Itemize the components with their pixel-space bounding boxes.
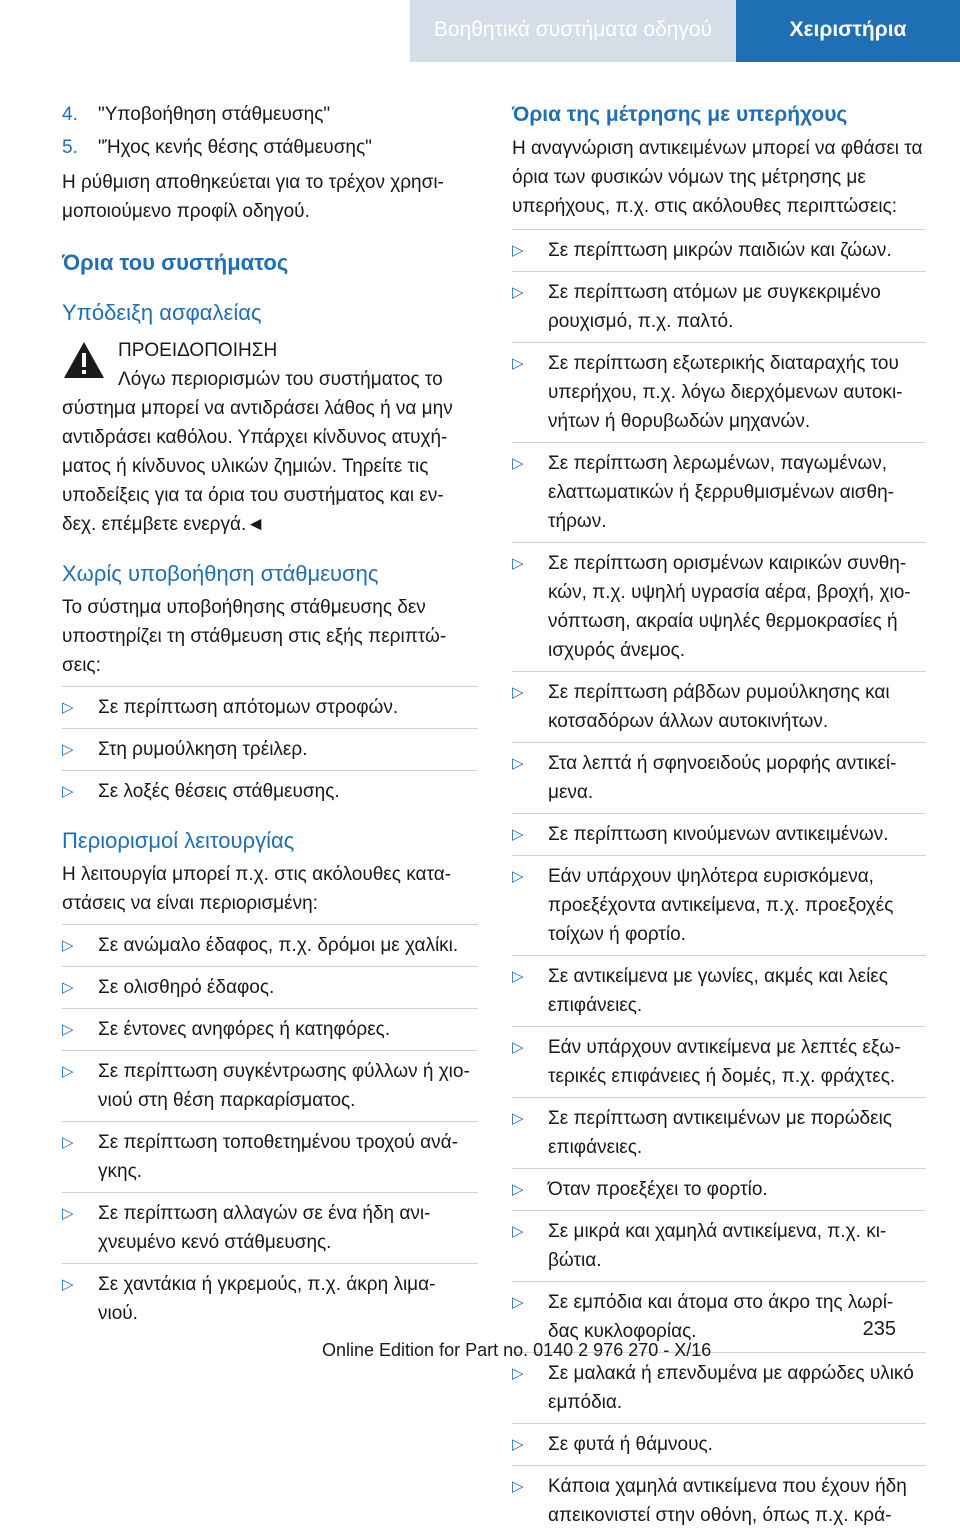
intro-paragraph: Η ρύθμιση αποθηκεύεται για το τρέχον χρησι- μοποιούμενο προφίλ οδηγού. [62, 172, 444, 222]
chapter-tab: Χειριστήρια [736, 0, 960, 62]
list-item-text: Σε περίπτωση αλλαγών σε ένα ήδη ανι- χνευμένο κενό στάθμευσης. [98, 1203, 431, 1253]
bullet-triangle-icon: ▷ [62, 699, 74, 716]
list-item-text: Σε περίπτωση λερωμένων, παγωμένων, ελαττωματικών ή ξερρυθμισμένων αισθη- τήρων. [548, 453, 894, 532]
left-column [62, 100, 478, 1334]
list-item-text: Σε περίπτωση μικρών παιδιών και ζώων. [548, 240, 892, 261]
list-item [62, 770, 478, 812]
list-item [512, 1210, 926, 1281]
list-item [512, 813, 926, 855]
list-item-text: Σε ολισθηρό έδαφος. [98, 977, 275, 998]
list-item-text: Σε περίπτωση κινούμενων αντικειμένων. [548, 824, 889, 845]
list-item-text: Σε αντικείμενα με γωνίες, ακμές και λείες επιφάνειες. [548, 966, 888, 1016]
warning-title: ΠΡΟΕΙΔΟΠΟΙΗΣΗ [118, 340, 278, 361]
heading-without-assist: Χωρίς υποβοήθηση στάθμευσης [62, 561, 379, 586]
bullet-triangle-icon: ▷ [512, 284, 524, 301]
list-item-text: Σε φυτά ή θάμνους. [548, 1434, 713, 1455]
bullet-triangle-icon: ▷ [512, 868, 524, 885]
list-item-text: Σε περίπτωση ράβδων ρυμούλκησης και κοτσαδόρων άλλων αυτοκινήτων. [548, 682, 890, 732]
bullet-triangle-icon: ▷ [62, 1021, 74, 1038]
bullet-triangle-icon: ▷ [62, 1134, 74, 1151]
list-item [512, 1097, 926, 1168]
list-item [62, 966, 478, 1008]
list-item-text: Σε μαλακά ή επενδυμένα με αφρώδες υλικό εμπόδια. [548, 1363, 914, 1413]
list-item-text: Σε περίπτωση ορισμένων καιρικών συνθη- κών, π.χ. υψηλή υγρασία αέρα, βροχή, χιο- νόπτωση, ακραία υψηλές θερμοκρασίες ή ισχυρός άνεμος. [548, 553, 911, 661]
list-item-text: Στα λεπτά ή σφηνοειδούς μορφής αντικεί- μενα. [548, 753, 897, 803]
list-item [62, 924, 478, 966]
list-item-text: Σε έντονες ανηφόρες ή κατηφόρες. [98, 1019, 391, 1040]
list-item [512, 442, 926, 542]
item-text: "Υποβοήθηση στάθμευσης" [98, 104, 331, 125]
list-item [512, 342, 926, 442]
bullet-triangle-icon: ▷ [62, 979, 74, 996]
bullet-triangle-icon: ▷ [512, 968, 524, 985]
list-item-text: Εάν υπάρχουν αντικείμενα με λεπτές εξω- τερικές επιφάνειες ή δομές, π.χ. φράχτες. [548, 1037, 901, 1087]
item-number: 5. [62, 137, 78, 158]
item-text: "Ήχος κενής θέσης στάθμευσης" [98, 137, 372, 158]
list-item [512, 229, 926, 271]
bullet-triangle-icon: ▷ [512, 1181, 524, 1198]
function-paragraph: Η λειτουργία μπορεί π.χ. στις ακόλουθες κατα- στάσεις να είναι περιορισμένη: [62, 864, 452, 914]
heading-ultrasonic-limits: Όρια της μέτρησης με υπερήχους [512, 103, 848, 126]
list-item [512, 1168, 926, 1210]
list-item [512, 1026, 926, 1097]
list-item [62, 1050, 478, 1121]
heading-function-limits: Περιορισμοί λειτουργίας [62, 828, 295, 853]
bullet-triangle-icon: ▷ [512, 1110, 524, 1127]
heading-system-limits: Όρια του συστήματος [62, 250, 289, 275]
bullet-triangle-icon: ▷ [62, 783, 74, 800]
list-item [62, 728, 478, 770]
list-item-text: Στη ρυμούλκηση τρέιλερ. [98, 739, 308, 760]
without-paragraph: Το σύστημα υποβοήθησης στάθμευσης δεν υποστηρίζει τη στάθμευση στις εξής περιπτώ- σεις: [62, 597, 447, 676]
bullet-triangle-icon: ▷ [512, 355, 524, 372]
bullet-triangle-icon: ▷ [62, 1205, 74, 1222]
page-header [0, 0, 960, 62]
list-item [512, 742, 926, 813]
list-item [512, 671, 926, 742]
bullet-triangle-icon: ▷ [512, 1436, 524, 1453]
list-item-text: Σε χαντάκια ή γκρεμούς, π.χ. άκρη λιμα- νιού. [98, 1274, 436, 1324]
list-item [512, 1465, 926, 1536]
list-item [62, 1008, 478, 1050]
bullet-triangle-icon: ▷ [512, 555, 524, 572]
list-item-text: Εάν υπάρχουν ψηλότερα ευρισκόμενα, προεξέχοντα αντικείμενα, π.χ. προεξοχές τοίχων ή φορτίο. [548, 866, 894, 945]
bullet-triangle-icon: ▷ [62, 937, 74, 954]
bullet-triangle-icon: ▷ [512, 755, 524, 772]
bullet-triangle-icon: ▷ [512, 684, 524, 701]
ultrasonic-paragraph: Η αναγνώριση αντικειμένων μπορεί να φθάσει τα όρια των φυσικών νόμων της μέτρησης με υπερήχους, π.χ. στις ακόλουθες περιπτώσεις: [512, 138, 923, 217]
list-item-text: Όταν προεξέχει το φορτίο. [548, 1179, 768, 1200]
bullet-triangle-icon: ▷ [62, 741, 74, 758]
list-item [512, 955, 926, 1026]
numbered-item [62, 100, 478, 129]
list-item-text: Κάποια χαμηλά αντικείμενα που έχουν ήδη απεικονιστεί στην οθόνη, όπως π.χ. κρά- [548, 1476, 907, 1526]
page-number: 235 [862, 1318, 896, 1340]
item-number: 4. [62, 104, 78, 125]
bullet-triangle-icon: ▷ [512, 1478, 524, 1495]
list-item-text: Σε περίπτωση τοποθετημένου τροχού ανά- γκης. [98, 1132, 458, 1182]
list-item-text: Σε μικρά και χαμηλά αντικείμενα, π.χ. κι- βώτια. [548, 1221, 887, 1271]
bullet-triangle-icon: ▷ [512, 826, 524, 843]
list-item-text: Σε λοξές θέσεις στάθμευσης. [98, 781, 340, 802]
list-item-text: Σε εμπόδια και άτομα στο άκρο της λωρί- δας κυκλοφορίας. [548, 1292, 894, 1342]
bullet-triangle-icon: ▷ [512, 242, 524, 259]
list-item [512, 271, 926, 342]
bullet-triangle-icon: ▷ [62, 1276, 74, 1293]
function-list [62, 924, 478, 1334]
list-item [512, 542, 926, 671]
list-item [62, 686, 478, 728]
list-item [512, 855, 926, 955]
numbered-item [62, 133, 478, 162]
list-item-text: Σε περίπτωση αντικειμένων με πορώδεις επιφάνειες. [548, 1108, 892, 1158]
bullet-triangle-icon: ▷ [512, 1039, 524, 1056]
section-title: Βοηθητικά συστήματα οδηγού [410, 0, 736, 62]
bullet-triangle-icon: ▷ [512, 1365, 524, 1382]
bullet-triangle-icon: ▷ [62, 1063, 74, 1080]
without-list [62, 686, 478, 812]
list-item-text: Σε περίπτωση συγκέντρωσης φύλλων ή χιο- νιού στη θέση παρκαρίσματος. [98, 1061, 470, 1111]
bullet-triangle-icon: ▷ [512, 1223, 524, 1240]
list-item [62, 1192, 478, 1263]
list-item-text: Σε περίπτωση ατόμων με συγκεκριμένο ρουχισμό, π.χ. παλτό. [548, 282, 881, 332]
bullet-triangle-icon: ▷ [512, 1294, 524, 1311]
list-item [512, 1352, 926, 1423]
list-item [512, 1423, 926, 1465]
list-item-text: Σε περίπτωση απότομων στροφών. [98, 697, 399, 718]
edition-note: Online Edition for Part no. 0140 2 976 270 - X/16 [322, 1340, 712, 1360]
list-item-text: Σε περίπτωση εξωτερικής διαταραχής του υπερήχου, π.χ. λόγω διερχόμενων αυτοκι- νήτων ή θορυβωδών μηχανών. [548, 353, 903, 432]
list-item-text: Σε ανώμαλο έδαφος, π.χ. δρόμοι με χαλίκι. [98, 935, 459, 956]
bullet-triangle-icon: ▷ [512, 455, 524, 472]
warning-text: Λόγω περιορισμών του συστήματος το σύστημα μπορεί να αντιδράσει λάθος ή να μην αντιδράσει καθόλου. Υπάρχει κίνδυνος ατυχή- ματος ή κίνδυνος υλικών ζημιών. Τηρείτε τις υποδείξεις για τα όρια του συστήματος και εν- δεχ. επέμβετε ενεργά.◄ [62, 369, 453, 535]
warning-box [62, 336, 478, 539]
heading-safety-note: Υπόδειξη ασφαλείας [62, 300, 262, 325]
warning-triangle-icon [62, 340, 106, 380]
list-item [62, 1121, 478, 1192]
